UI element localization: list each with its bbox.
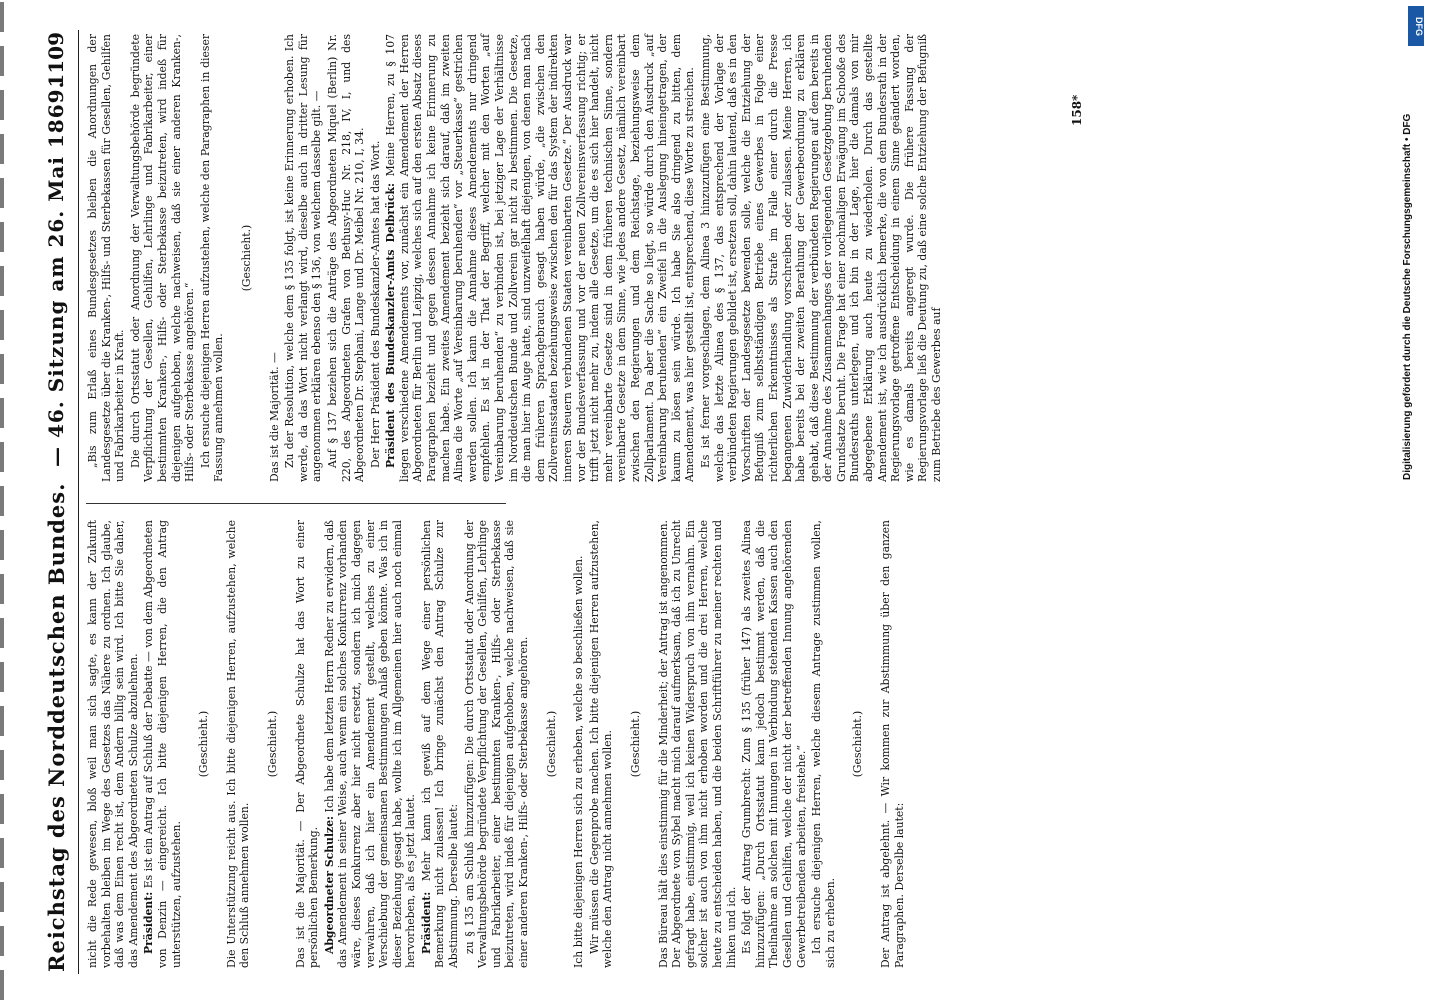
paragraph: Ich ersuche diejenigen Herren aufzustehen, welche den Paragraphen in dieser Fassung annehmen wollen. [198,34,226,482]
dfg-logo: DFG [1408,6,1424,46]
header-rule [78,30,79,974]
paragraph [420,520,461,968]
paragraph: Wir müssen die Gegenprobe machen. Ich bitte diejenigen Herren aufzustehen, welche den Antrag nicht annehmen wollen. [587,520,615,968]
speech-text: Mehr kann ich gewiß auf dem Wege einer persönlichen Bemerkung nicht zulassen! Ich bringe zunächst den Antrag Schulze zur Abstimmung. Derselbe lautet: [419,520,461,968]
paragraph: „Bis zum Erlaß eines Bundesgesetzes bleiben die Anordnungen der Landesgesetze über die Kranken-, Hilfs- und Sterbekassen für Gesellen, Gehilfen und Fabrikarbeiter in Kraft. [86,34,127,482]
column-divider [86,503,506,504]
right-column [86,34,946,482]
digitization-credit: Digitalisierung gefördert durch die Deutsche Forschungsgemeinschaft • DFG [1402,113,1413,480]
header-page-number: 1109 [44,32,68,88]
paragraph [384,34,697,482]
stage-direction: (Geschieht.) [265,710,279,778]
speech-text: Meine Herren, zu § 107 liegen verschiedene Amendements vor, zunächst ein Amendement der Herren Abgeordneten für Berlin und Leipzig, welches sich auf den ersten Absatz dieses Paragraphen bezieht und gegen dessen Annahme ich keine Erinnerung zu machen habe. Ein zweites Amendement bezieht sich darauf, daß im zweiten Alinea die Worte „auf Vereinbarung beruhenden“ vor „Steuerkasse“ gestrichen werden sollen. Ich kann die Annahme dieses Amendements nur dringend empfehlen. Es ist in der That der Begriff, welcher mit den Worten „auf Vereinbarung beruhenden“ zu verbinden ist, bei jetziger Lage der Verhältnisse im Norddeutschen Bunde und Zollverein gar nicht zu bestimmen. Die Gesetze, die man hier im Auge hatte, sind unzweifelhaft diejenigen, von denen man nach dem früheren Sprachgebrauch gesagt haben würde, „die zwischen den Zollvereinsstaaten beziehungsweise zwischen den für das System der indirekten inneren Steuern verbundenen Staaten vereinbarten Gesetze.“ Der Ausdruck war vor der Bundesverfassung und vor der neuen Zollvereinsverfassung richtig; er trifft jetzt nicht mehr zu, indem alle Gesetze, um die es sich hier handelt, nicht mehr vereinbarte Gesetze sind in dem früheren technischen Sinne, sondern vereinbarte Gesetze in dem Sinne, wie jedes andere Gesetz, nämlich vereinbart zwischen den Regierungen und dem Reichstage, beziehungsweise dem Zollparlament. Da aber die Sache so liegt, so würde durch den Ausdruck „auf Vereinbarung beruhenden“ ein Zweifel in die Auslegung hineingetragen, der kaum zu lösen sein würde. Ich habe Sie also dringend zu bitten, dem Amendement, was hier gestellt ist, entsprechend, diese Worte zu streichen. [384,34,697,482]
speaker-name: Präsident: [142,891,156,954]
paragraph: Der Antrag ist abgelehnt. — Wir kommen zur Abstimmung über den ganzen Paragraphen. Derselbe lautet: [878,520,906,968]
paragraph [323,520,418,968]
header-session: — 46. Sitzung am 26. Mai 1869. [44,80,68,467]
paragraph: Es folgt der Antrag Grumbrecht: Zum § 135 (früher 147) als zweites Alinea hinzuzufügen: „Durch Ortsstatut kann jedoch bestimmt werden, daß die Theilnahme an solchen mit Innungen in Verbindung stehenden Kassen auch den Gesellen und Gehilfen, welche der nicht der betreffenden Innung angehörenden Gewerbetreibenden arbeiten, freistehe.“ [740,520,808,968]
speaker-name: Präsident: [419,891,433,954]
paragraph [142,520,183,968]
paragraph: Ich ersuche diejenigen Herren, welche diesem Antrage zustimmen wollen, sich zu erheben. [810,520,837,968]
paragraph: Das ist die Majorität. — [267,352,281,482]
stage-direction: (Geschieht.) [197,710,211,778]
speech-text: Ich habe dem letzten Herrn Redner zu erwidern, daß das Amendement in seiner Weise, auch wenn ein solches Konkurrenz vorhanden wäre, dieses Konkurrenz aber hier nicht ersetzt, sondern ich mich dagegen verwahren, daß ich hier ein Amendement gestellt, welches zu einer Verschiebung der gemeinsamen Bestimmungen Anlaß geben könnte. Was ich in dieser Beziehung gesagt habe, wollte ich im Allgemeinen hier auch noch einmal hervorheben, als es jetzt lautet. [322,520,418,968]
paragraph: Zu der Resolution, welche dem § 135 folgt, ist keine Erinnerung erhoben. Ich werde, da das Wort nicht verlangt wird, dieselbe auch in dritter Lesung für angenommen erklären ebenso den § 136, von welchem dasselbe gilt. — [283,34,324,482]
paragraph: Das ist die Majorität. — Der Abgeordnete Schulze hat das Wort zu einer persönlichen Bemerkung. [293,520,321,968]
paragraph: Die Unterstützung reicht aus. Ich bitte diejenigen Herren, aufzustehen, welche den Schluß annehmen wollen. [224,520,252,968]
speech-text: Es ist ein Antrag auf Schluß der Debatte — von dem Abgeordneten von Denzin — eingereicht. Ich bitte diejenigen Herren, die den Antrag unterstützen, aufzustehen. [142,520,183,968]
speaker-name: Präsident des Bundeskanzler-Amts Delbrück: [384,183,398,468]
paragraph: Es ist ferner vorgeschlagen, dem Alinea 3 hinzuzufügen eine Bestimmung, welche das letzte Alinea des § 137, das entsprechend der Vorlage der verbündeten Regierungen gebildet ist, ersetzen soll, dahin lautend, daß es in den Vorschriften der Landesgesetze bewenden solle, welche die Entziehung der Befugniß zum selbstständigen Betriebe eines Gewerbes in Folge einer richterlichen Erkenntnisses als Strafe im Falle einer durch die Presse begangenen Zuwiderhandlung vorschreiben oder zulassen. Meine Herren, ich habe bereits bei der zweiten Berathung der Gewerbeordnung zu erklären gehabt, daß diese Bestimmung der verbündeten Regierungen auf dem bereits in der Annahme des Zusammenhanges der vorliegenden Gesetzgebung beruhenden Grundsatze beruht. Die Frage hat einer nochmaligen Erwägung im Schooße des Bundesraths unterlegen, und ich bin in der Lage, hier die damals von mir abgegebene Erklärung auch heute zu wiederholen. Durch das gestellte Amendement ist, wie ich ausdrücklich bemerke, die von dem Bundesrath in der Regierungsvorlage getroffene Entscheidung in einem Sinne geändert worden, wie es damals bereits angeregt wurde. Die frühere Fassung der Regierungsvorlage ließ die Deutung zu, daß eine solche Entziehung der Befugniß zum Betriebe des Gewerbes auf [698,34,944,482]
page-header [38,22,78,982]
stage-direction: (Geschieht.) [239,224,253,292]
header-title: Reichstag des Norddeutschen Bundes. [44,482,69,972]
speaker-name: Abgeordneter Schulze: [322,815,336,954]
left-column [86,520,908,968]
paragraph: nicht die Rede gewesen, bloß weil man sich sagte, es kann der Zukunft vorbehalten bleiben im Wege des Gesetzes das Nähere zu ordnen. Ich glaube, daß was dem Einen recht ist, dem Andern billig sein wird. Ich bitte Sie daher, das Amendement des Abgeordneten Schulze abzulehnen. [86,520,140,968]
scan-edge [0,0,4,1000]
paragraph: Auf § 137 beziehen sich die Anträge des Abgeordneten Miquel (Berlin) Nr. 220, des Abgeordneten Grafen von Bethusy-Huc Nr. 218, IV, I, und des Abgeordneten Dr. Stephani, Lange und Dr. Meibel Nr. 210, I, 34. [325,34,367,482]
stage-direction: (Geschieht.) [544,710,558,778]
paragraph: Der Herr Präsident des Bundeskanzler-Amtes hat das Wort. [368,140,382,468]
stage-direction: (Geschieht.) [851,710,865,778]
stage-direction: (Geschieht.) [629,710,642,778]
paragraph: Das Büreau hält dies einstimmig für die Minderheit; der Antrag ist angenommen. Der Abgeordnete von Sybel macht mich darauf aufmerksam, daß ich zu Unrecht gefragt habe, einstimmig, weil ich keinen Widerspruch von ihm vernahm. Ein solcher ist auch von ihm nicht erhoben worden und die drei Herren, welche heute zu entscheiden haben, und die beiden Schriftführer zu meiner rechten und linken und ich. [656,520,738,968]
sheet-number: 158* [1070,94,1084,126]
paragraph: Ich bitte diejenigen Herren sich zu erheben, welche so beschließen wollen. [572,555,586,968]
paragraph: Die durch Ortsstatut oder Anordnung der Verwaltungsbehörde begründete Verpflichtung der Gesellen, Gehilfen, Lehrlinge und Fabrikarbeiter, einer bestimmten Kranken-, Hilfs- oder Sterbekasse beizutreten, wird indeß für diejenigen aufgehoben, welche nachweisen, daß sie einer anderen Kranken-, Hilfs- oder Sterbekasse angehören.“ [128,34,197,482]
paragraph: zu § 135 am Schluß hinzuzufügen: Die durch Ortsstatut oder Anordnung der Verwaltungsbehörde begründete Verpflichtung der Gesellen, Gehilfen, Lehrlinge und Fabrikarbeiter, einer bestimmten Kranken-, Hilfs- oder Sterbekasse beizutreten, wird indeß für diejenigen aufgehoben, welche nachweisen, daß sie einer anderen Kranken-, Hilfs- oder Sterbekasse angehören. [462,520,531,968]
